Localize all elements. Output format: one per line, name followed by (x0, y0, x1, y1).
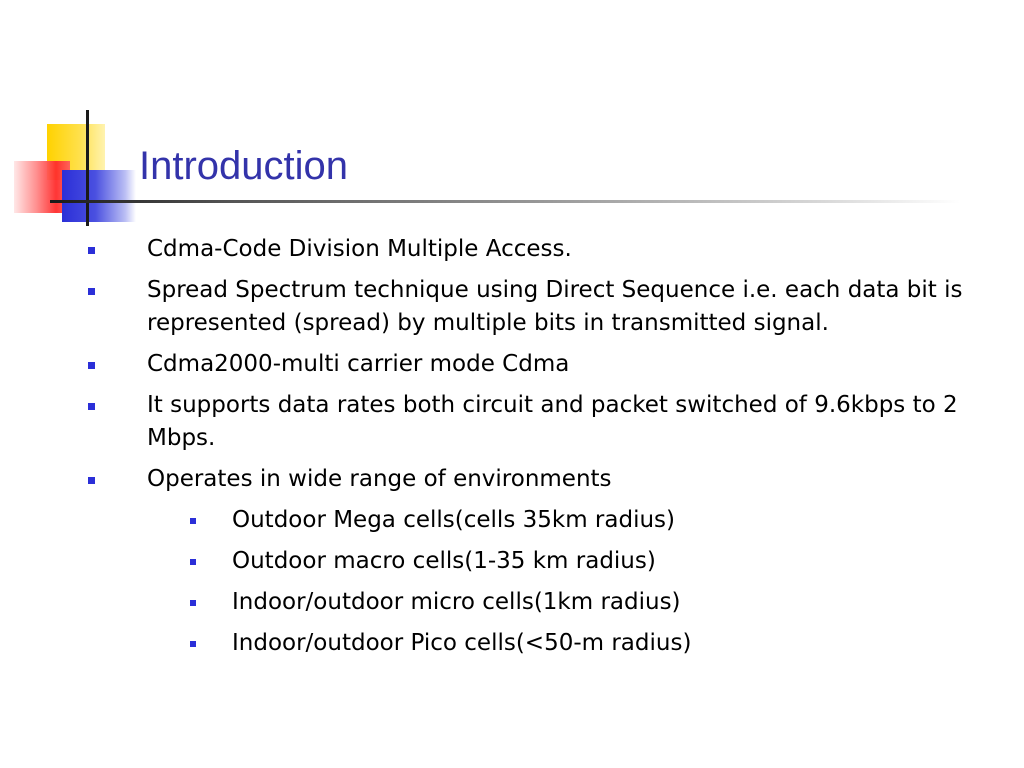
sub-bullet-text: Indoor/outdoor Pico cells(<50-m radius) (232, 630, 692, 656)
square-bullet-icon (190, 641, 196, 647)
bullet-list (0, 233, 1024, 668)
bullet-text: Spread Spectrum technique using Direct Sequence i.e. each data bit is represented (spread) by multiple bits in transmitted signal. (147, 277, 963, 336)
sub-bullet-text: Outdoor Mega cells(cells 35km radius) (232, 507, 675, 533)
square-bullet-icon (190, 518, 196, 524)
sub-bullet-text: Indoor/outdoor micro cells(1km radius) (232, 589, 681, 615)
decorative-vertical-line (86, 110, 89, 226)
bullet-item (0, 348, 977, 381)
bullet-text: Operates in wide range of environments (147, 466, 612, 492)
sub-bullet-item (0, 627, 972, 660)
square-bullet-icon (88, 288, 95, 295)
bullet-item (0, 463, 977, 496)
title-underline-rule (50, 200, 960, 203)
square-bullet-icon (190, 600, 196, 606)
square-bullet-icon (88, 362, 95, 369)
decorative-blue-square (62, 170, 136, 222)
square-bullet-icon (190, 559, 196, 565)
bullet-item (0, 233, 977, 266)
sub-bullet-text: Outdoor macro cells(1-35 km radius) (232, 548, 656, 574)
bullet-text: Cdma-Code Division Multiple Access. (147, 236, 572, 262)
bullet-text: Cdma2000-multi carrier mode Cdma (147, 351, 570, 377)
sub-bullet-item (0, 586, 972, 619)
bullet-item (0, 274, 977, 340)
slide-title: Introduction (139, 144, 349, 188)
sub-bullet-item (0, 545, 972, 578)
square-bullet-icon (88, 403, 95, 410)
bullet-text: It supports data rates both circuit and packet switched of 9.6kbps to 2 Mbps. (147, 392, 958, 451)
square-bullet-icon (88, 247, 95, 254)
square-bullet-icon (88, 477, 95, 484)
sub-bullet-item (0, 504, 972, 537)
bullet-item (0, 389, 977, 455)
